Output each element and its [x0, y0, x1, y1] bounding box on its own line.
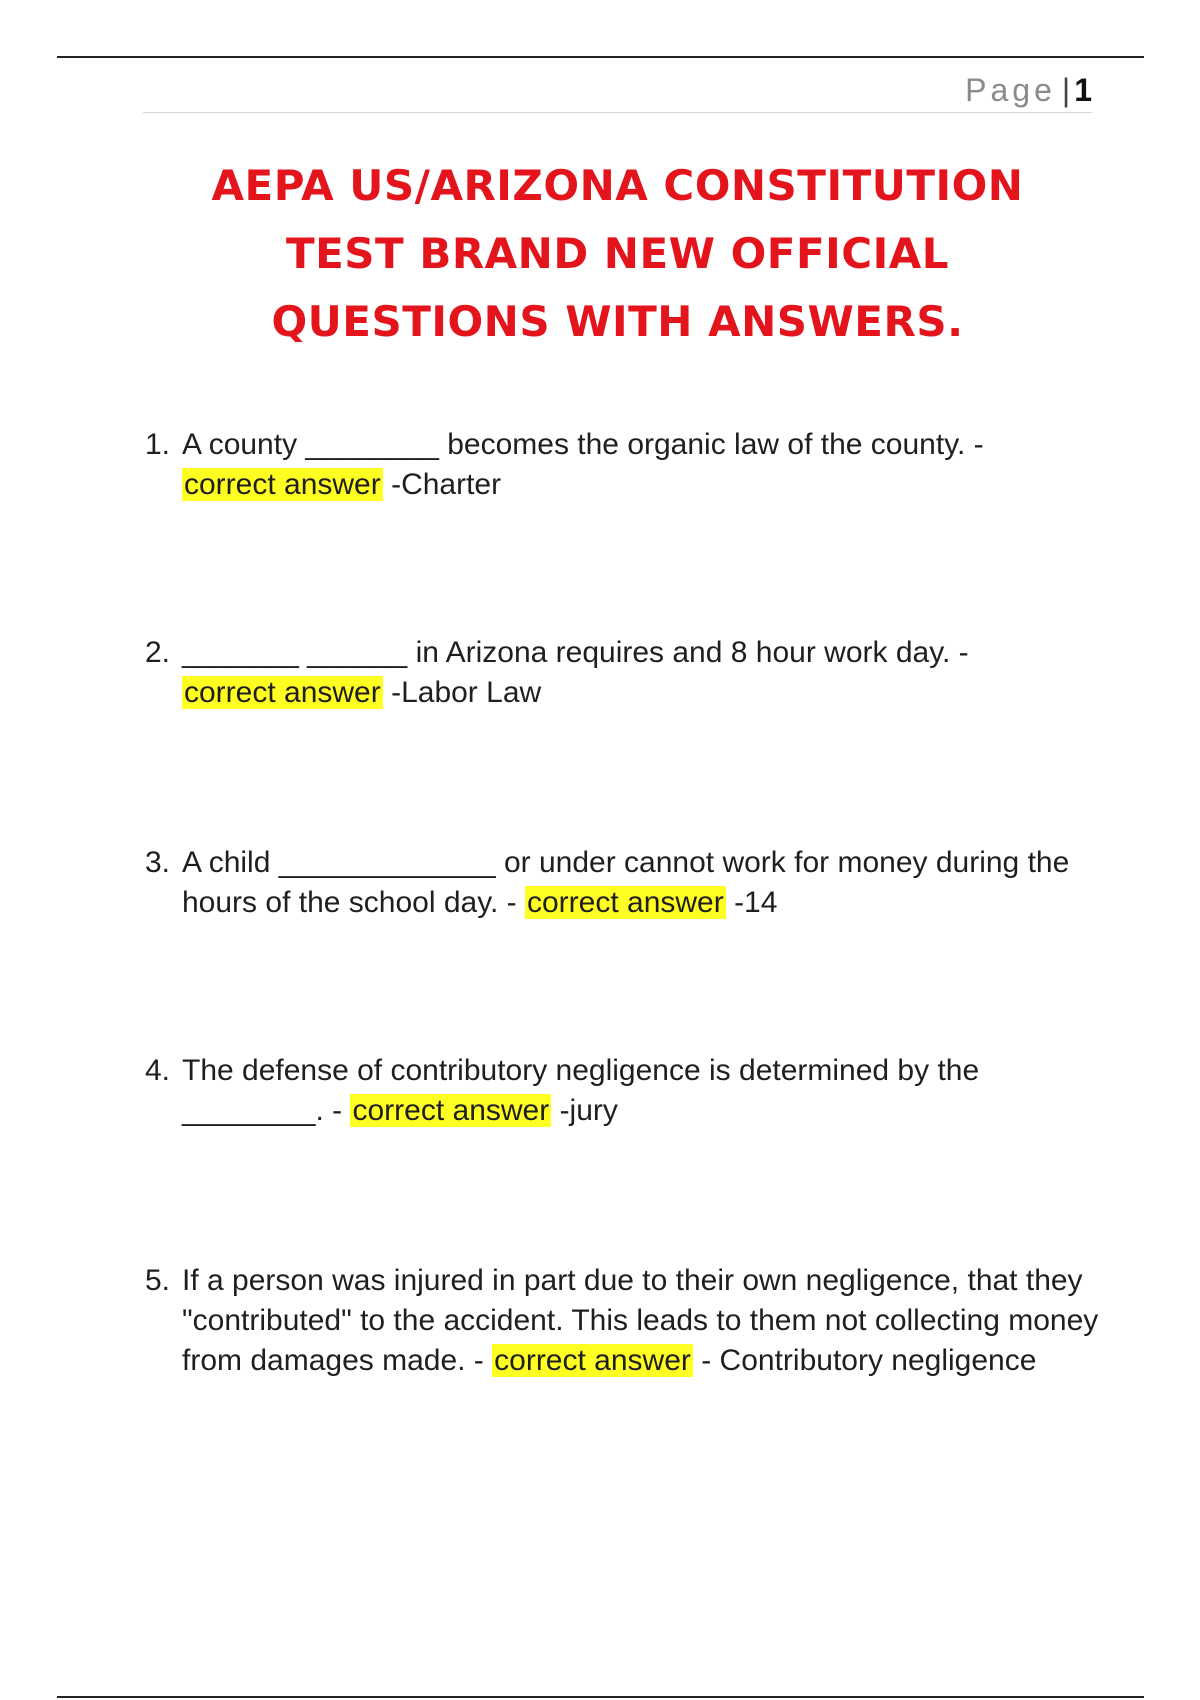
correct-answer-tag: correct answer — [352, 1094, 550, 1127]
question-item-4 — [145, 1051, 1105, 1131]
correct-answer-tag: correct answer — [184, 468, 381, 501]
correct-answer-tag: correct answer — [184, 676, 381, 709]
question-number: 4. — [145, 1054, 171, 1087]
question-number: 3. — [145, 846, 171, 879]
document-title — [143, 152, 1092, 356]
title-line: AEPA US/ARIZONA CONSTITUTION — [211, 161, 1024, 210]
correct-answer-tag: correct answer — [526, 886, 724, 919]
question-number: 5. — [145, 1264, 171, 1297]
question-item-5 — [145, 1261, 1105, 1381]
question-text: A child _____________ or under cannot work for money during the hours of the school day. - — [182, 846, 1070, 919]
page-label: Page — [965, 72, 1056, 108]
question-number: 1. — [145, 428, 171, 461]
question-number: 2. — [145, 636, 171, 669]
question-text: The defense of contributory negligence is determined by the ________. - — [182, 1054, 980, 1127]
answer-text: -Charter — [391, 468, 502, 501]
page-number: 1 — [1074, 72, 1092, 108]
question-item-3 — [145, 843, 1105, 923]
bottom-rule — [57, 1696, 1144, 1698]
question-item-1 — [145, 425, 1105, 505]
top-rule — [57, 56, 1144, 58]
title-line: TEST BRAND NEW OFFICIAL — [285, 229, 950, 278]
question-text: A county ________ becomes the organic law of the county. - — [182, 428, 984, 461]
correct-answer-tag: correct answer — [494, 1344, 691, 1377]
answer-text: - Contributory negligence — [701, 1344, 1037, 1377]
question-text: If a person was injured in part due to their own negligence, that they "contributed" to the accident. This leads to them not collecting money from damages made. - — [182, 1264, 1099, 1377]
page-separator: | — [1061, 72, 1071, 108]
question-text: _______ ______ in Arizona requires and 8 hour work day. - — [182, 636, 969, 669]
page-header — [143, 72, 1092, 113]
answer-text: -Labor Law — [391, 676, 542, 709]
answer-text: -14 — [734, 886, 778, 919]
title-line: QUESTIONS WITH ANSWERS. — [271, 297, 964, 346]
answer-text: -jury — [559, 1094, 618, 1127]
question-item-2 — [145, 633, 1105, 713]
